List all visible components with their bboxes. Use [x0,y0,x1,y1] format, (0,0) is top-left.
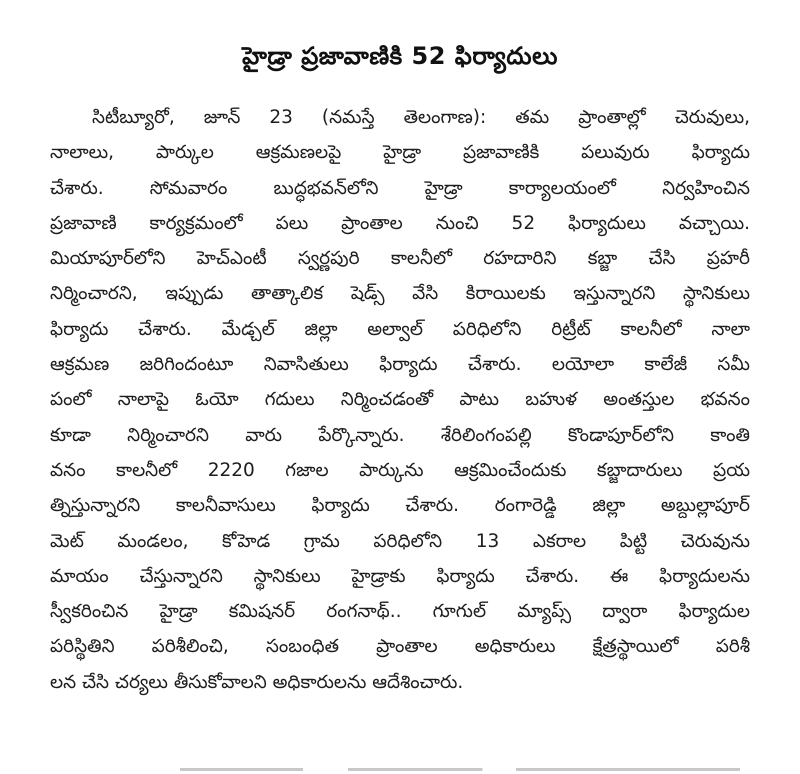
article-headline: హైడ్రా ప్రజావాణికి 52 ఫిర్యాదులు [242,42,558,71]
article-line: చేశారు. సోమవారం బుద్ధభవన్‌లోని హైడ్రా కార్యాలయంలో నిర్వహించిన [50,177,750,199]
article-line: నిర్మించారని, ఇప్పుడు తాత్కాలిక షెడ్స్ వేసి కిరాయిలకు ఇస్తున్నారని స్థానికులు [50,283,750,305]
article-body [50,100,750,700]
article-line: ఫిర్యాదు చేశారు. మేడ్చల్ జిల్లా అల్వాల్ పరిధిలోని రిట్రీట్ కాలనీలో నాలా [50,318,750,340]
article-line: త్నిస్తున్నారని కాలనీవాసులు ఫిర్యాదు చేశారు. రంగారెడ్డి జిల్లా అబ్దుల్లాపూర్ [50,495,750,517]
article-line: స్వీకరించిన హైడ్రా కమిషనర్ రంగనాథ్.. గూగుల్ మ్యాప్స్ ద్వారా ఫిర్యాదుల [50,601,750,623]
article-line: నాలాలు, పార్కుల ఆక్రమణలపై హైడ్రా ప్రజావాణికి పలువురు ఫిర్యాదు [50,142,750,164]
article-line: ఆక్రమణ జరిగిందంటూ నివాసితులు ఫిర్యాదు చేశారు. లయోలా కాలేజీ సమీ [50,354,750,376]
cropped-next-line [50,760,750,774]
article-line: మెట్ మండలం, కోహెడ గ్రామ పరిధిలోని 13 ఎకరాల పిట్టి చెరువును [50,530,750,552]
article-line: ప్రజావాణి కార్యక్రమంలో పలు ప్రాంతాల నుంచి 52 ఫిర్యాదులు వచ్చాయి. [50,212,750,234]
article-line: పరిస్థితిని పరిశీలించి, సంబంధిత ప్రాంతాల అధికారులు క్షేత్రస్థాయిలో పరిశీ [50,636,750,658]
article-line: లన చేసి చర్యలు తీసుకోవాలని అధికారులను ఆదేశించారు. [50,671,464,693]
article-line: మాయం చేస్తున్నారని స్థానికులు హైడ్రాకు ఫిర్యాదు చేశారు. ఈ ఫిర్యాదులను [50,565,750,587]
article-line: కూడా నిర్మించారని వారు పేర్కొన్నారు. శేరిలింగంపల్లి కొండాపూర్‌లోని కాంతి [50,424,750,446]
article-line: సిటీబ్యూరో, జూన్ 23 (నమస్తే తెలంగాణ): తమ ప్రాంతాల్లో చెరువులు, [92,107,750,128]
article-line: మియాపూర్‌లోని హెచ్‌ఎంటీ స్వర్ణపురి కాలనీలో రహదారిని కబ్జా చేసి ప్రహరీ [50,248,750,270]
article-line: పంలో నాలాపై ఓయో గదులు నిర్మించడంతో పాటు బహుళ అంతస్తుల భవనం [50,389,750,411]
article-line: వనం కాలనీలో 2220 గజాల పార్కును ఆక్రమించేందుకు కబ్జాదారులు ప్రయ [50,459,750,481]
